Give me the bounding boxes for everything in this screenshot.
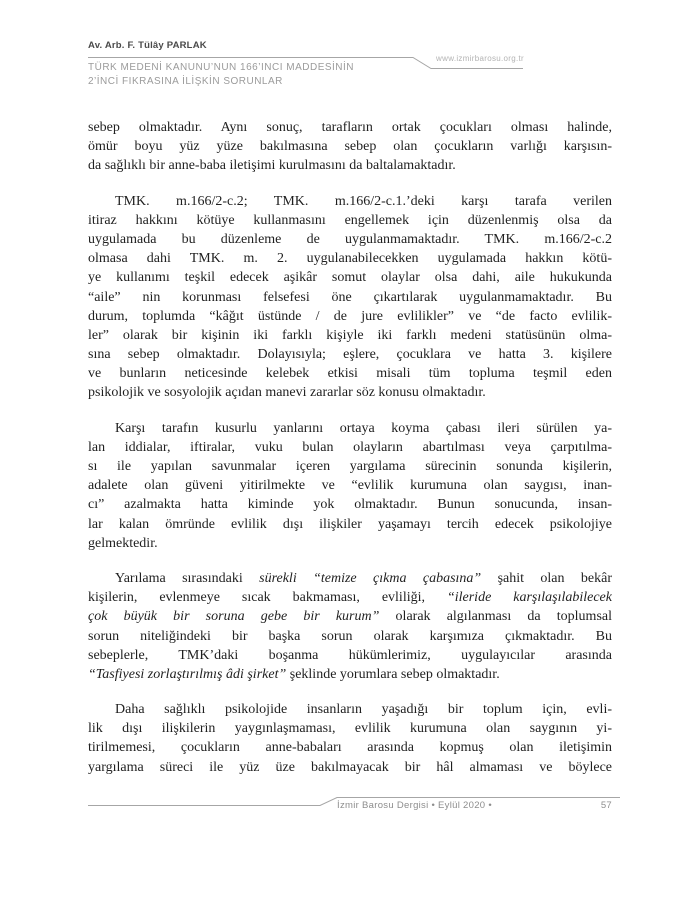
italic-text-run: “ileride karşılaşılabilecek (446, 590, 612, 606)
article-title-line2: 2’İNCİ FIKRASINA İLİŞKİN SORUNLAR (88, 75, 283, 87)
text-line (88, 569, 612, 588)
text-run: lar kalan ömründe evlilik dışı ilişkiler yaşamayı tercih edecek psikolojiye (88, 516, 612, 532)
text-run: Yarılama sırasındaki (115, 570, 260, 586)
text-run: ler” olarak bir kişinin iki farklı kişiyle iki farklı medeni statüsünün olma- (88, 327, 612, 343)
author-name: Av. Arb. F. Tülây PARLAK (88, 40, 207, 51)
text-run: olarak algılanması da toplumsal (379, 609, 612, 625)
text-line (88, 268, 612, 287)
page-footer (337, 800, 612, 811)
body-text (88, 118, 612, 777)
text-line (88, 495, 612, 514)
text-line (88, 607, 612, 626)
paragraph (88, 419, 612, 553)
text-line (88, 211, 612, 230)
text-line (88, 419, 612, 438)
text-run: tirilmemesi, çocukların anne-babaları arasında kopmuş olan iletişimin (88, 740, 612, 756)
text-run: psikolojik ve sosyolojik açıdan manevi zararlar söz konusu olmaktadır. (88, 385, 486, 401)
text-line (88, 476, 612, 495)
text-run: sorun niteliğindeki bir başka sorun olarak karşımıza çıkmaktadır. Bu (88, 628, 612, 644)
text-run: ve bunların neticesinde kelebek etkisi misali tüm topluma teşmil eden (88, 366, 612, 382)
italic-text-run: çok büyük bir soruna gebe bir kurum” (88, 609, 380, 625)
text-line (88, 719, 612, 738)
text-line (88, 345, 612, 364)
text-run: lik dışı ilişkilerin yaygınlaşmaması, evlilik kurumuna olan saygının yi- (88, 721, 612, 737)
text-line (88, 230, 612, 249)
italic-text-run: “Tasfiyesi zorlaştırılmış âdi şirket” (88, 666, 287, 682)
text-run: cı” azalmakta hatta kiminde yok olmaktadır. Bunun sonucunda, insan- (88, 497, 612, 513)
text-line (88, 326, 612, 345)
text-line (88, 383, 612, 402)
text-line (88, 156, 612, 175)
text-run: ye kullanımı teşkil edecek aşikâr somut olaylar olsa dahi, aile hukukunda (88, 270, 612, 286)
page-number: 57 (600, 800, 612, 811)
text-line (88, 457, 612, 476)
paragraph (88, 700, 612, 777)
website-url: www.izmirbarosu.org.tr (436, 54, 524, 63)
text-line (88, 588, 612, 607)
text-run: durum, toplumda “kâğıt üstünde / de jure evlilikler” ve “de facto evlilik- (88, 308, 612, 324)
text-run: gelmektedir. (88, 535, 158, 551)
text-line (88, 515, 612, 534)
text-line (88, 307, 612, 326)
text-line (88, 700, 612, 719)
text-run: TMK. m.166/2-c.2; TMK. m.166/2-c.1.’deki karşı tarafa verilen (115, 193, 612, 209)
text-run: lan iddialar, iftiralar, vuku bulan olayların abartılması veya çarpıtılma- (88, 439, 612, 455)
paragraph (88, 118, 612, 176)
text-line (88, 438, 612, 457)
text-line (88, 738, 612, 757)
text-run: sına sebep olmaktadır. Dolayısıyla; eşlere, çocuklara ve hatta 3. kişilere (88, 347, 612, 363)
text-line (88, 249, 612, 268)
paragraph (88, 192, 612, 403)
text-run: sebeplerle, TMK’daki boşanma hükümlerimiz, uygulayıcılar arasında (88, 647, 612, 663)
text-run: şeklinde yorumlara sebep olmaktadır. (286, 666, 500, 682)
text-run: yargılama süreci ile yüz üze bakılmayacak bir hâl almaması ve böylece (88, 759, 612, 775)
text-line (88, 288, 612, 307)
text-run: “aile” nin korunması felsefesi öne çıkartılarak uygulanmamaktadır. Bu (88, 289, 612, 305)
text-run: ömür boyu yüz yüze bakılmasına sebep olan çocukların varlığı karşısın- (88, 139, 612, 155)
paragraph (88, 569, 612, 684)
italic-text-run: sürekli “temize çıkma çabasına” (259, 570, 482, 586)
text-run: Karşı tarafın kusurlu yanlarını ortaya koyma çabası ileri sürülen ya- (115, 420, 612, 436)
text-run: sı ile yapılan savunmalar içeren yargılama sürecinin sonunda kişilerin, (88, 459, 612, 474)
text-run: şahit olan bekâr (481, 570, 612, 586)
text-line (88, 758, 612, 777)
text-run: olmasa dahi TMK. m. 2. uygulanabilecekken uygulamada hakkın kötü- (88, 251, 612, 267)
text-run: uygulamada bu düzenleme de uygulanmamaktadır. TMK. m.166/2-c.2 (88, 231, 612, 247)
journal-name: İzmir Barosu Dergisi • Eylül 2020 • (337, 800, 492, 811)
text-run: kişilerin, evlenmeye sıcak bakmaması, evliliği, (88, 590, 447, 606)
text-line (88, 627, 612, 646)
text-run: sebep olmaktadır. Aynı sonuç, tarafların ortak çocukları olması halinde, (88, 120, 612, 135)
text-line (88, 137, 612, 156)
article-title-line1: TÜRK MEDENİ KANUNU’NUN 166’INCI MADDESİNİN (88, 62, 355, 73)
text-run: adalete olan güveni yitirilmekte ve “evlilik kurumuna olan saygısı, inan- (88, 478, 612, 494)
text-line (88, 665, 612, 684)
text-line (88, 192, 612, 211)
text-run: Daha sağlıklı psikolojide insanların yaşadığı bir toplum için, evli- (115, 702, 612, 718)
text-run: itiraz hakkını kötüye kullanmasını engellemek için düzenlenmiş olsa da (88, 212, 612, 228)
text-line (88, 646, 612, 665)
text-line (88, 364, 612, 383)
article-title (88, 61, 354, 89)
text-line (88, 534, 612, 553)
text-run: da sağlıklı bir anne-baba iletişimi kurulmasını da baltalamaktadır. (88, 158, 456, 174)
text-line (88, 118, 612, 137)
